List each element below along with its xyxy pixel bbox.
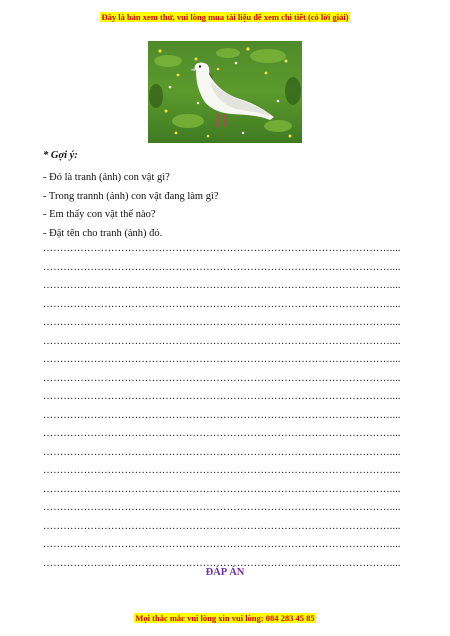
dove-photo	[148, 41, 302, 143]
writing-line: …………………………………………………………………………………………....	[43, 243, 401, 254]
writing-line: …………………………………………………………………………………………....	[43, 446, 401, 458]
writing-line: …………………………………………………………………………………………....	[43, 557, 401, 569]
hint-question: - Trong trannh (ảnh) con vật đang làm gì?	[43, 190, 219, 202]
dove-image	[148, 41, 302, 143]
writing-line: …………………………………………………………………………………………....	[43, 317, 401, 328]
footer-contact-text: Mọi thắc mắc vui lòng xin vui lòng: 084 283 45 85	[135, 613, 315, 623]
hints-section	[43, 150, 408, 243]
answer-heading: ĐÁP ÁN	[205, 567, 245, 578]
hints-title: * Gợi ý:	[43, 150, 78, 161]
hint-question: - Em thấy con vật thế nào?	[43, 209, 156, 220]
writing-line: …………………………………………………………………………………………....	[43, 335, 401, 347]
writing-line: …………………………………………………………………………………………....	[43, 372, 401, 384]
writing-line: …………………………………………………………………………………………....	[43, 354, 401, 365]
writing-line: …………………………………………………………………………………………....	[43, 428, 401, 439]
header-notice-text: Đây là bản xem thử, vui lòng mua tài liệu để xem chi tiết (có lời giải)	[101, 12, 349, 22]
hint-question: - Đó là tranh (ảnh) con vật gì?	[43, 172, 170, 183]
footer-contact	[0, 613, 450, 623]
writing-line: …………………………………………………………………………………………....	[43, 539, 401, 550]
writing-line: …………………………………………………………………………………………....	[43, 261, 401, 273]
writing-line: …………………………………………………………………………………………....	[43, 298, 401, 310]
writing-line: …………………………………………………………………………………………....	[43, 280, 401, 291]
writing-lines	[43, 240, 403, 573]
hint-question: - Đặt tên cho tranh (ảnh) đó.	[43, 227, 163, 239]
header-notice	[0, 12, 450, 22]
writing-line: …………………………………………………………………………………………....	[43, 483, 401, 495]
writing-line: …………………………………………………………………………………………....	[43, 520, 401, 532]
writing-line: …………………………………………………………………………………………....	[43, 391, 401, 402]
writing-line: …………………………………………………………………………………………....	[43, 409, 401, 421]
writing-line: …………………………………………………………………………………………....	[43, 502, 401, 513]
writing-line: …………………………………………………………………………………………....	[43, 465, 401, 476]
